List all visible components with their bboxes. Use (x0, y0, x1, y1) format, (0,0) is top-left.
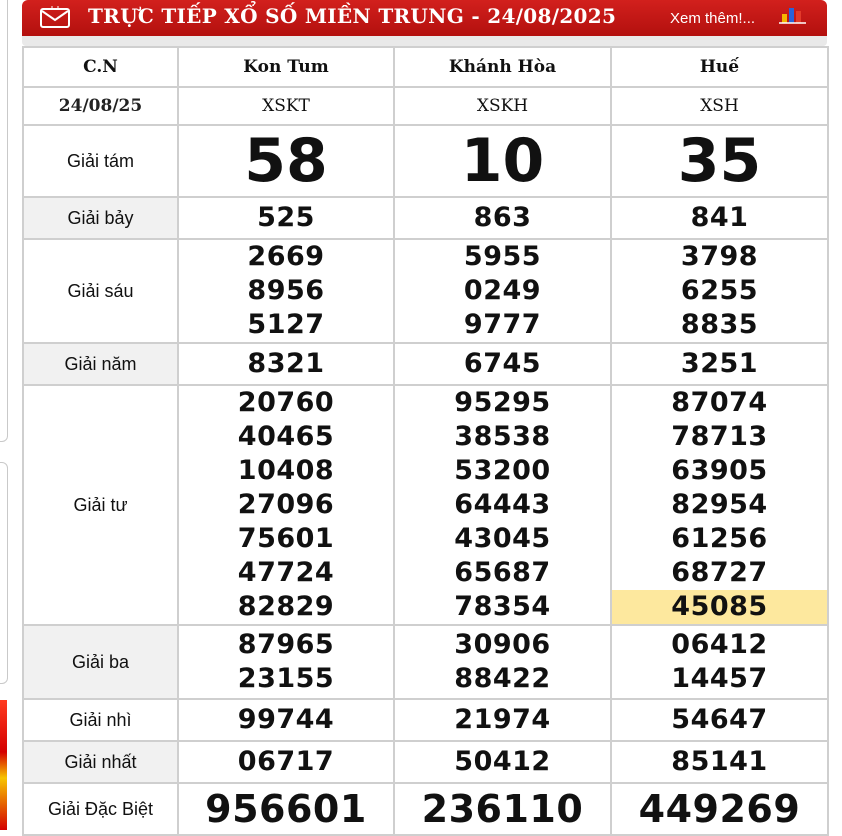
prize-number: 53200 (454, 455, 551, 486)
prize-number: 9777 (463, 309, 542, 340)
prize-number: 75601 (237, 523, 335, 554)
prize-number: 63905 (671, 455, 768, 486)
province-khanh-hoa[interactable]: Khánh Hòa (394, 47, 611, 87)
prize-row-7 (23, 197, 828, 239)
prize-number: 87074 (671, 387, 768, 418)
prize-number: 8835 (680, 309, 759, 340)
prize-number: 5127 (247, 309, 325, 340)
draw-date: 24/08/25 (23, 87, 178, 125)
prize-number: 35 (611, 125, 828, 197)
prize-number: 0249 (463, 275, 542, 306)
prize-number: 30906 (454, 629, 551, 660)
prize-number: 863 (394, 197, 611, 239)
prize-label: Giải tư (23, 385, 178, 625)
prize-number: 2669 (247, 241, 325, 272)
prize-label: Giải Đặc Biệt (23, 783, 178, 835)
prize-number: 99744 (178, 699, 394, 741)
prize-number: 40465 (237, 421, 335, 452)
prize-number: 54647 (611, 699, 828, 741)
prize-number: 841 (611, 197, 828, 239)
prize-number: 47724 (237, 557, 335, 588)
code-khanh-hoa[interactable]: XSKH (394, 87, 611, 125)
highlighted-prize-number: 45085 (612, 590, 827, 624)
see-more-link[interactable]: Xem thêm!... (670, 10, 756, 27)
prize-label: Giải nhất (23, 741, 178, 783)
prize-number: 43045 (454, 523, 551, 554)
prize-cell (611, 239, 828, 343)
prize-number: 8956 (247, 275, 325, 306)
prize-number: 38538 (454, 421, 551, 452)
prize-cell (178, 239, 394, 343)
prize-number: 65687 (454, 557, 551, 588)
side-panel-edge (0, 0, 8, 442)
prize-label: Giải năm (23, 343, 178, 385)
prize-number: 88422 (454, 663, 551, 694)
prize-number: 68727 (671, 557, 768, 588)
special-prize-number: 956601 (178, 783, 394, 835)
prize-row-2 (23, 699, 828, 741)
prize-number: 5955 (463, 241, 542, 272)
prize-label: Giải bảy (23, 197, 178, 239)
prize-cell (178, 385, 394, 625)
prize-number: 61256 (671, 523, 768, 554)
prize-number: 06412 (671, 629, 768, 660)
prize-number: 06717 (178, 741, 394, 783)
prize-cell (178, 625, 394, 699)
side-ad-banner[interactable] (0, 700, 7, 830)
special-prize-number: 236110 (394, 783, 611, 835)
prize-cell (394, 239, 611, 343)
prize-row-5 (23, 343, 828, 385)
prize-row-6 (23, 239, 828, 343)
prize-number: 14457 (671, 663, 768, 694)
code-hue[interactable]: XSH (611, 87, 828, 125)
prize-row-1 (23, 741, 828, 783)
province-header-row (23, 47, 828, 87)
prize-number: 50412 (394, 741, 611, 783)
prize-number: 87965 (237, 629, 335, 660)
prize-number: 23155 (237, 663, 335, 694)
prize-number: 85141 (611, 741, 828, 783)
header-shadow (22, 36, 827, 46)
prize-number: 58 (178, 125, 394, 197)
prize-number: 64443 (454, 489, 551, 520)
results-header (22, 0, 827, 38)
prize-row-3 (23, 625, 828, 699)
prize-number: 82829 (237, 591, 335, 622)
prize-cell (394, 625, 611, 699)
prize-cell (611, 625, 828, 699)
prize-number: 82954 (671, 489, 768, 520)
page-title: TRỰC TIẾP XỔ SỐ MIỀN TRUNG - 24/08/2025 (88, 4, 617, 28)
prize-label: Giải tám (23, 125, 178, 197)
prize-number: 95295 (454, 387, 551, 418)
prize-number: 27096 (237, 489, 335, 520)
prize-cell (611, 385, 828, 625)
prize-number: 6255 (680, 275, 759, 306)
code-kon-tum[interactable]: XSKT (178, 87, 394, 125)
prize-label: Giải sáu (23, 239, 178, 343)
prize-number: 8321 (178, 343, 394, 385)
prize-row-4 (23, 385, 828, 625)
bar-chart-icon[interactable] (778, 4, 808, 24)
prize-number: 78713 (671, 421, 768, 452)
prize-number: 10 (394, 125, 611, 197)
prize-number: 78354 (454, 591, 551, 622)
corner-label: C.N (23, 47, 178, 87)
prize-cell (394, 385, 611, 625)
prize-row-8 (23, 125, 828, 197)
prize-number: 10408 (237, 455, 335, 486)
mail-icon (40, 6, 70, 28)
special-prize-number: 449269 (611, 783, 828, 835)
lottery-results-table (22, 46, 829, 836)
prize-label: Giải nhì (23, 699, 178, 741)
date-code-row (23, 87, 828, 125)
prize-number: 3798 (680, 241, 759, 272)
prize-row-special (23, 783, 828, 835)
prize-number: 6745 (394, 343, 611, 385)
province-hue[interactable]: Huế (611, 47, 828, 87)
side-panel-edge-lower (0, 462, 8, 684)
prize-label: Giải ba (23, 625, 178, 699)
province-kon-tum[interactable]: Kon Tum (178, 47, 394, 87)
prize-number: 21974 (394, 699, 611, 741)
prize-number: 20760 (237, 387, 335, 418)
prize-number: 525 (178, 197, 394, 239)
prize-number: 3251 (611, 343, 828, 385)
